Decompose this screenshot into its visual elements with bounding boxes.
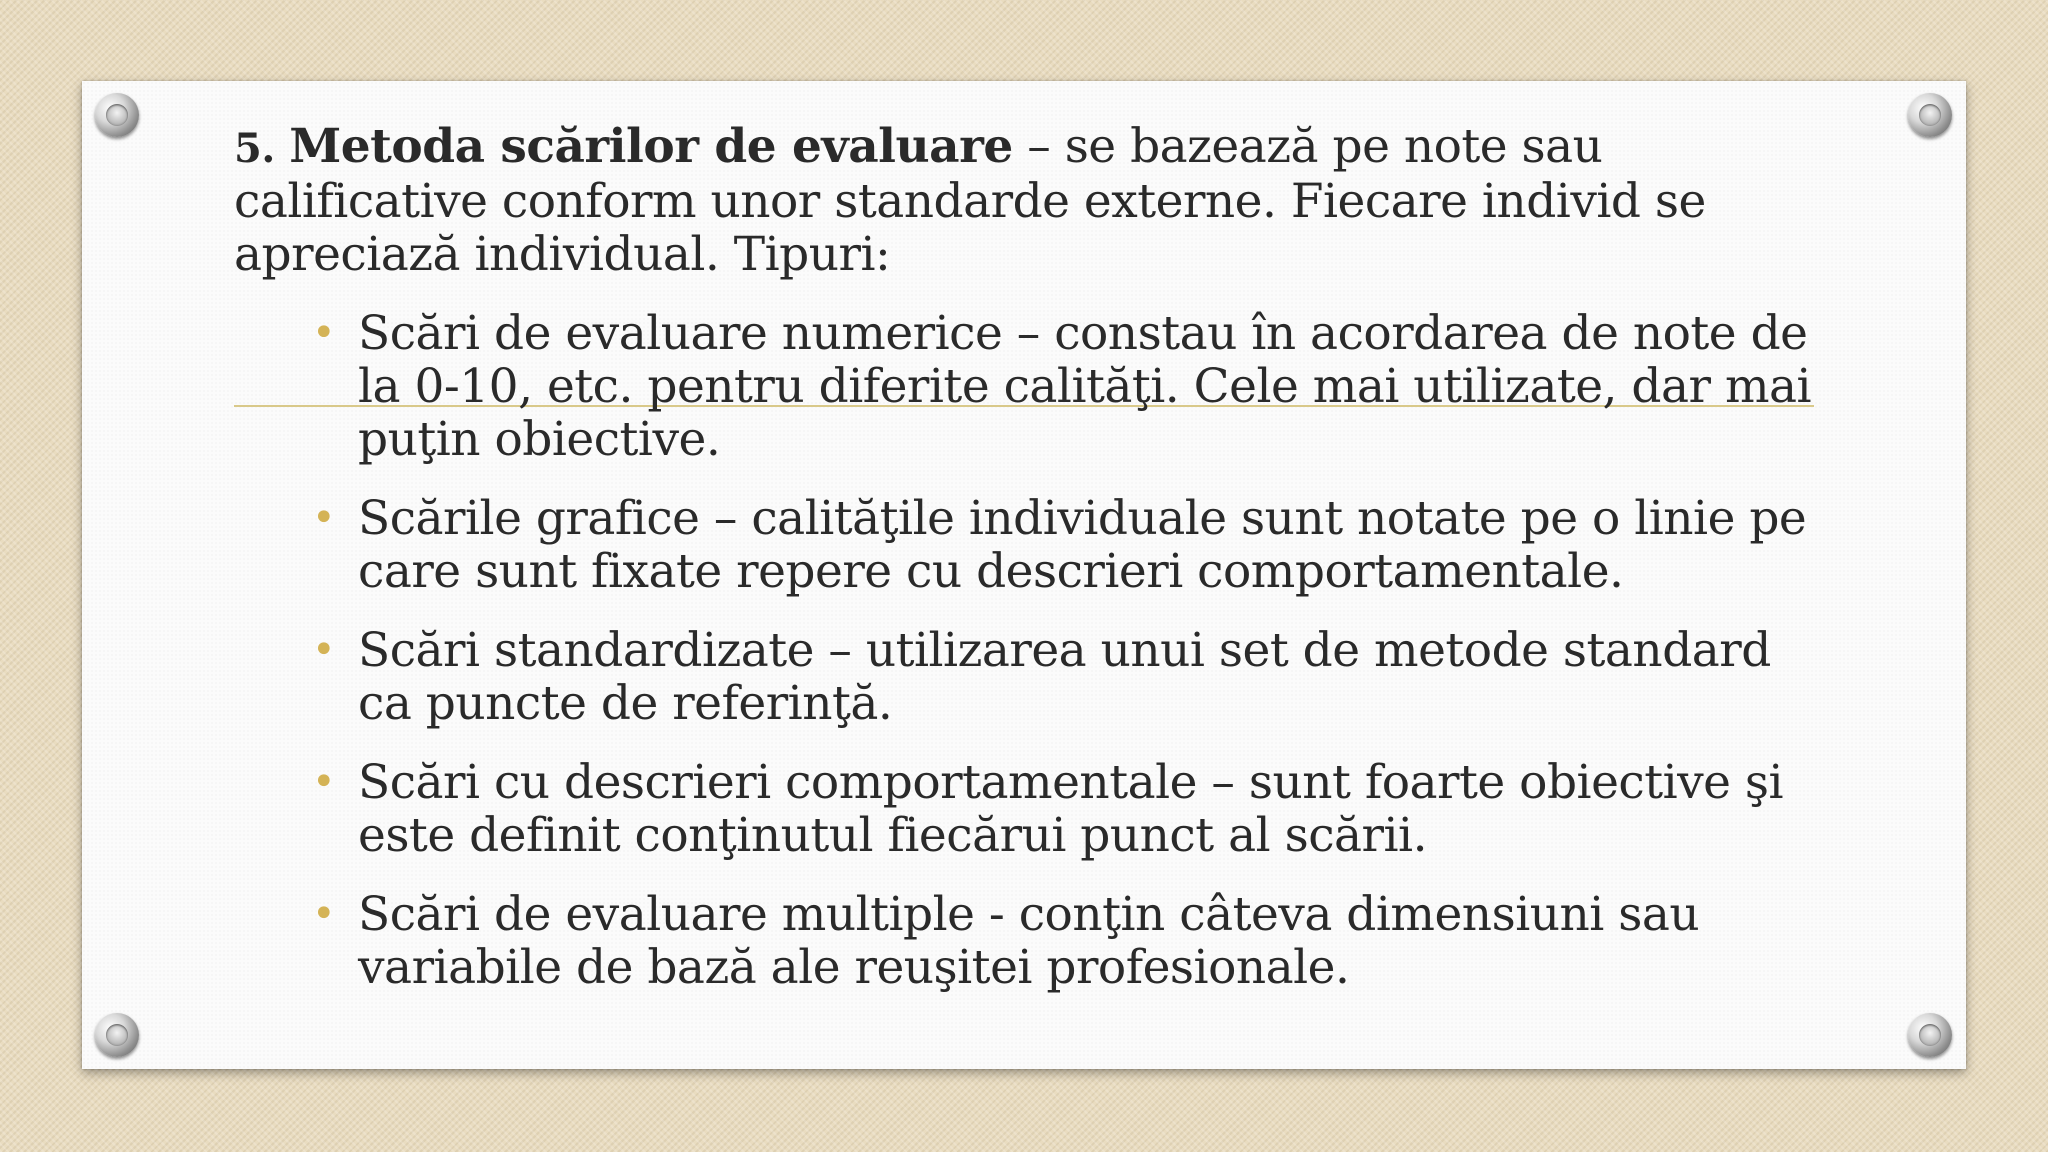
- list-item: [312, 491, 1834, 599]
- list-item: [312, 306, 1834, 467]
- heading-number: 5.: [234, 125, 275, 172]
- slide-heading: [234, 120, 1834, 281]
- list-item-text: Scări de evaluare multiple - conţin câteva dimensiuni sau variabile de bază ale reuşitei profesionale.: [358, 887, 1700, 995]
- grommet-top-right-icon: [1908, 93, 1952, 137]
- bullet-icon: •: [312, 495, 336, 541]
- list-item: [312, 755, 1834, 863]
- list-item-text: Scările grafice – calităţile individuale sunt notate pe o linie pe care sunt fixate repere cu descrieri comportamentale.: [358, 491, 1807, 599]
- grommet-top-left-icon: [95, 93, 139, 137]
- list-item-text: Scări de evaluare numerice – constau în acordarea de note de la 0-10, etc. pentru diferite calităţi. Cele mai utilizate, dar mai puţin obiective.: [358, 306, 1812, 467]
- bullet-icon: •: [312, 759, 336, 805]
- heading-text: – se bazează pe note sau calificative conform unor standarde externe. Fiecare individ se apreciază individual. Tipuri:: [234, 119, 1706, 282]
- list-item: [312, 623, 1834, 731]
- grommet-bottom-right-icon: [1908, 1013, 1952, 1057]
- heading-title: Metoda scărilor de evaluare: [289, 119, 1013, 174]
- slide-content: [234, 120, 1834, 1020]
- list-item-text: Scări standardizate – utilizarea unui set de metode standard ca puncte de referinţă.: [358, 623, 1771, 731]
- bullet-icon: •: [312, 310, 336, 356]
- bullet-list: [234, 307, 1834, 994]
- bullet-icon: •: [312, 627, 336, 673]
- list-item: [312, 887, 1834, 995]
- grommet-bottom-left-icon: [95, 1013, 139, 1057]
- list-item-text: Scări cu descrieri comportamentale – sunt foarte obiective şi este definit conţinutul fiecărui punct al scării.: [358, 755, 1784, 863]
- bullet-icon: •: [312, 891, 336, 937]
